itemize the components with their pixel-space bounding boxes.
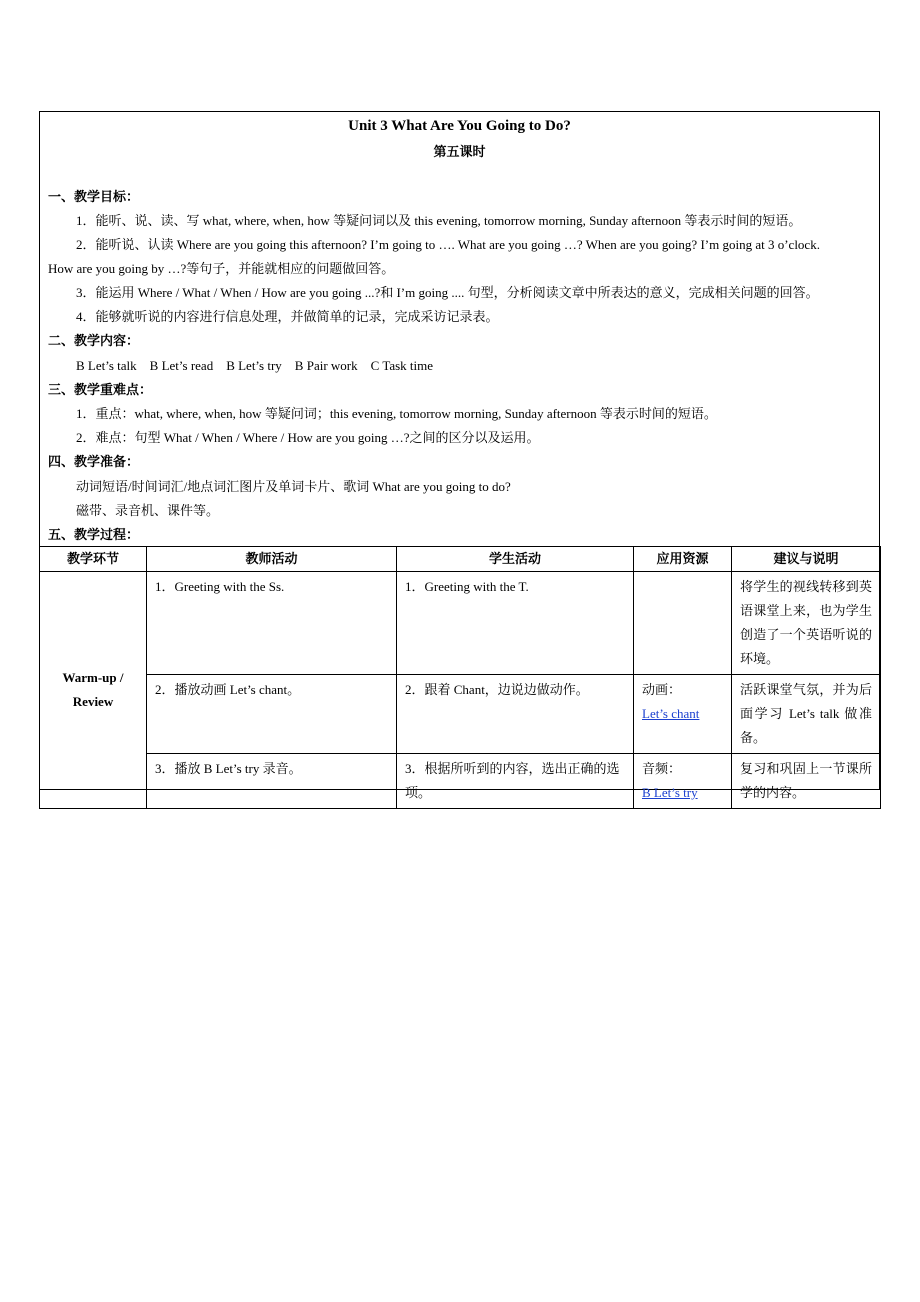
- lesson-subtitle: 第五课时: [433, 144, 486, 159]
- stage-cell: Warm-up / Review: [40, 572, 147, 809]
- resource-cell: [634, 572, 732, 675]
- key-point-item: 2．难点：句型 What / When / Where / How are you going …?之间的区分以及运用。: [76, 430, 540, 445]
- table-header-row: [40, 547, 881, 572]
- resource-cell: [634, 754, 732, 809]
- note-cell: 活跃课堂气氛，并为后面学习 Let’s talk 做准备。: [732, 675, 881, 754]
- resource-cell: [634, 675, 732, 754]
- note-cell: 复习和巩固上一节课所学的内容。: [732, 754, 881, 809]
- process-heading: 五、教学过程：: [48, 527, 140, 542]
- goals-heading: 一、教学目标：: [48, 189, 140, 204]
- student-activity-cell: 3．根据所听到的内容，选出正确的选项。: [397, 754, 634, 809]
- teacher-activity-cell: 1．Greeting with the Ss.: [147, 572, 397, 675]
- page-title: Unit 3 What Are You Going to Do?: [348, 118, 571, 134]
- preparation-item: 磁带、录音机、课件等。: [76, 503, 220, 518]
- goal-item: 4．能够就听说的内容进行信息处理，并做简单的记录，完成采访记录表。: [76, 309, 499, 324]
- content-heading: 二、教学内容：: [48, 333, 140, 348]
- key-points-heading: 三、教学重难点：: [48, 382, 153, 397]
- table-row: [40, 572, 881, 675]
- goal-item: 1．能听、说、读、写 what, where, when, how 等疑问词以及 this evening, tomorrow morning, Sunday afternoon 等表示时间的短语。: [76, 213, 802, 228]
- lesson-header-area: [40, 112, 879, 546]
- content-list: B Let’s talk B Let’s read B Let’s try B Pair work C Task time: [76, 358, 434, 373]
- teacher-activity-cell: 3．播放 B Let’s try 录音。: [147, 754, 397, 809]
- goal-item: 2．能听说、认读 Where are you going this afternoon? I’m going to …. What are you going …? When are you going? I’m going at 3 o’clock.: [76, 237, 820, 252]
- note-cell: 将学生的视线转移到英语课堂上来，也为学生创造了一个英语听说的环境。: [732, 572, 881, 675]
- student-activity-cell: 2．跟着 Chant，边说边做动作。: [397, 675, 634, 754]
- resource-label: 动画：: [642, 682, 682, 697]
- teacher-activity-cell: 2．播放动画 Let’s chant。: [147, 675, 397, 754]
- lesson-plan-frame: [39, 111, 880, 800]
- key-point-item: 1．重点：what, where, when, how 等疑问词；this evening, tomorrow morning, Sunday afternoon 等表示时间的短语。: [76, 406, 717, 421]
- preparation-item: 动词短语/时间词汇/地点词汇图片及单词卡片、歌词 What are you going to do?: [76, 479, 511, 494]
- column-header-notes: 建议与说明: [732, 547, 881, 572]
- column-header-resource: 应用资源: [634, 547, 732, 572]
- goal-item-continued: How are you going by …?等句子，并能就相应的问题做回答。: [48, 261, 395, 276]
- goal-item: 3．能运用 Where / What / When / How are you going ...?和 I’m going .... 句型，分析阅读文章中所表达的意义，完成相关问题的回答。: [76, 285, 819, 300]
- process-table: [39, 546, 881, 809]
- column-header-teacher: 教师活动: [147, 547, 397, 572]
- table-row: [40, 675, 881, 754]
- column-header-stage: 教学环节: [40, 547, 147, 572]
- column-header-student: 学生活动: [397, 547, 634, 572]
- preparation-heading: 四、教学准备：: [48, 454, 140, 469]
- resource-link-lets-try[interactable]: B Let’s try: [642, 785, 698, 800]
- resource-label: 音频：: [642, 761, 682, 776]
- student-activity-cell: 1．Greeting with the T.: [397, 572, 634, 675]
- table-row: [40, 754, 881, 809]
- resource-link-lets-chant[interactable]: Let’s chant: [642, 706, 700, 721]
